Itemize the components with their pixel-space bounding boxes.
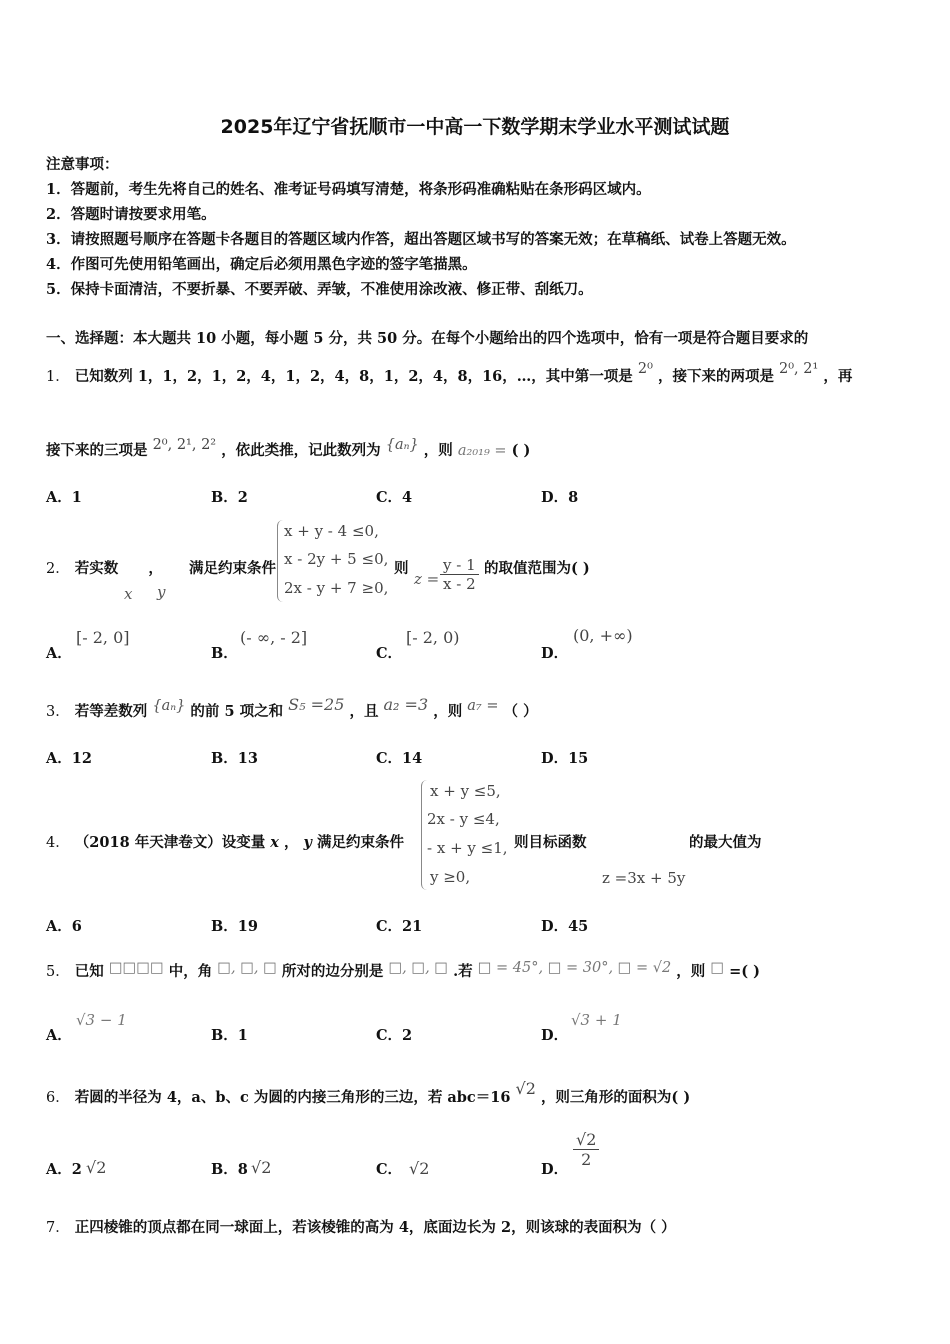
section-heading: 一、选择题：本大题共 10 小题，每小题 5 分，共 50 分。在每个小题给出的四个选项中，恰有一项是符合题目要求的 [46, 330, 809, 347]
notice-item: 1．答题前，考生先将自己的姓名、准考证号码填写清楚，将条形码准确粘贴在条形码区域内。 [46, 181, 651, 198]
question-text: 中，角 [168, 963, 213, 980]
option-b: B．19 [211, 918, 258, 935]
option-d-math: (0, +∞) [573, 626, 633, 645]
question-text: ，则 [676, 963, 706, 980]
option-c-math: √2 [409, 1159, 430, 1178]
question-number: 7． [46, 1220, 70, 1236]
question-text: ，则 [433, 703, 463, 720]
question-text: ，依此类推，记此数列为 [221, 442, 381, 459]
fraction-denominator: 2 [581, 1150, 592, 1169]
option-b: B．13 [211, 750, 258, 767]
option-a: A． [46, 1027, 72, 1044]
option-c: C． [376, 1161, 403, 1178]
question-text: 的最大值为 [689, 834, 762, 851]
question-1-line-1 [46, 361, 853, 386]
constraint-1: x + y - 4 ≤0, [284, 522, 379, 540]
option-d-math: √3 + 1 [571, 1011, 622, 1029]
option-b-math: √2 [251, 1158, 272, 1177]
math-expression: □ = 45°, □ = 30°, □ = √2 [477, 960, 672, 976]
question-text: 所对的边分别是 [281, 963, 384, 980]
question-text: 若实数 [74, 560, 119, 577]
question-text: =( ) [729, 963, 761, 980]
notice-heading: 注意事项： [46, 156, 119, 173]
question-text: （ ） [503, 703, 538, 720]
fraction [440, 556, 479, 593]
notice-item: 3．请按照题号顺序在答题卡各题目的答题区域内作答，超出答题区域书写的答案无效；在草稿纸、试卷上答题无效。 [46, 231, 796, 248]
question-number: 4． [46, 835, 70, 851]
math-expression: a₂₀₁₉ = [457, 443, 507, 459]
question-number: 2． [46, 561, 70, 577]
question-text: 若等差数列 [74, 703, 148, 720]
option-a: A． [46, 645, 72, 662]
option-b: B． [211, 645, 238, 662]
question-text: 的前 5 项之和 [190, 703, 284, 720]
option-a-math: √3 − 1 [76, 1011, 127, 1029]
option-c: C．4 [376, 489, 413, 506]
constraint-2: x - 2y + 5 ≤0, [284, 550, 389, 568]
fraction-denominator: x - 2 [443, 575, 476, 593]
question-text: ，且 [349, 703, 379, 720]
page-title: 2025年辽宁省抚顺市一中高一下数学期末学业水平测试试题 [220, 116, 730, 138]
question-1-line-2 [46, 439, 530, 460]
question-text: ，则三角形的面积为( ) [540, 1089, 691, 1106]
option-b-math: (- ∞, - 2] [240, 628, 308, 647]
option-a-math: √2 [86, 1158, 107, 1177]
constraint-3: - x + y ≤1, [427, 839, 508, 857]
question-text: 则目标函数 [514, 834, 587, 851]
question-6-line [46, 1079, 691, 1107]
question-text: ，再 [823, 368, 853, 385]
math-expression: 2⁰, 2¹, 2² [152, 437, 217, 453]
constraint-brace [277, 520, 284, 602]
question-7-line [46, 1216, 676, 1237]
missing-glyph: □, □, □ [217, 960, 277, 976]
missing-glyph: □, □, □ [388, 960, 449, 976]
option-c: C．14 [376, 750, 423, 767]
question-5-line [46, 960, 760, 981]
option-a: A．2 [46, 1161, 82, 1178]
math-expression: √2 [515, 1079, 536, 1098]
question-2-line [46, 557, 276, 578]
option-a: A．1 [46, 489, 82, 506]
option-d-fraction [573, 1130, 599, 1169]
constraint-1: x + y ≤5, [430, 782, 501, 800]
question-number: 3． [46, 704, 70, 720]
question-text: 正四棱锥的顶点都在同一球面上，若该棱锥的高为 4，底面边长为 2，则该球的表面积为（ ） [74, 1219, 676, 1236]
option-a-math: [- 2, 0] [76, 628, 130, 647]
option-d: D． [541, 1161, 569, 1178]
constraint-3: 2x - y + 7 ≥0, [284, 579, 389, 597]
option-d: D．45 [541, 918, 589, 935]
option-a: A．6 [46, 918, 82, 935]
question-text: 接下来的三项是 [46, 442, 148, 459]
constraint-brace [421, 780, 428, 890]
fraction-numerator: y - 1 [440, 556, 479, 575]
notice-item: 5．保持卡面清洁，不要折暴、不要弄破、弄皱，不准使用涂改液、修正带、刮纸刀。 [46, 281, 593, 298]
option-b: B．1 [211, 1027, 248, 1044]
math-expression: S₅ =25 [288, 695, 345, 714]
missing-glyph: □□□□ [108, 960, 164, 976]
question-number: 1． [46, 369, 70, 385]
question-text: 已知 [74, 963, 104, 980]
question-text: 若圆的半径为 4，a、b、c 为圆的内接三角形的三边，若 abc＝16 [74, 1089, 511, 1106]
question-text: 满足约束条件 [317, 834, 405, 851]
question-number: 6． [46, 1090, 70, 1106]
question-text: .若 [453, 963, 473, 980]
question-3-line [46, 695, 538, 721]
math-expression: a₂ =3 [383, 695, 429, 714]
option-c-math: [- 2, 0) [406, 628, 460, 647]
notice-item: 4．作图可先使用铅笔画出，确定后必须用黑色字迹的签字笔描黑。 [46, 256, 477, 273]
question-text: 则 [394, 560, 409, 577]
question-number: 5． [46, 964, 70, 980]
variable-y: y [303, 834, 312, 851]
question-text: 满足约束条件 [189, 560, 277, 577]
question-text: ，则 [423, 442, 453, 459]
option-b: B．2 [211, 489, 248, 506]
math-expression: {aₙ} [152, 698, 186, 714]
variable-x: x [124, 585, 133, 603]
notice-item: 2．答题时请按要求用笔。 [46, 206, 216, 223]
option-d: D． [541, 645, 569, 662]
objective-function: z =3x + 5y [602, 869, 686, 887]
option-d: D．15 [541, 750, 589, 767]
option-d: D．8 [541, 489, 579, 506]
missing-glyph: □ [710, 960, 725, 976]
option-c: C．2 [376, 1027, 413, 1044]
question-text: ( ) [511, 442, 531, 459]
math-expression: {aₙ} [385, 437, 419, 453]
option-d: D． [541, 1027, 569, 1044]
math-expression: 2⁰, 2¹ [779, 361, 819, 377]
math-expression: 2⁰ [637, 361, 653, 377]
fraction-numerator: √2 [573, 1130, 599, 1150]
option-c: C．21 [376, 918, 423, 935]
question-text: （2018 年天津卷文）设变量 [74, 834, 266, 851]
variable-x: x [270, 834, 279, 851]
z-label: z = [414, 570, 440, 588]
math-expression: a₇ = [467, 698, 499, 714]
question-4-line [46, 831, 404, 852]
question-text: ， [283, 834, 299, 851]
constraint-4: y ≥0, [430, 868, 471, 886]
question-text: ， [148, 560, 163, 577]
question-text: ，接下来的两项是 [657, 368, 774, 385]
option-b: B．8 [211, 1161, 248, 1178]
question-text: 已知数列 1，1，2，1，2，4，1，2，4，8，1，2，4，8，16，…，其中第一项是 [74, 368, 633, 385]
constraint-2: 2x - y ≤4, [427, 810, 500, 828]
question-text: 的取值范围为( ) [484, 560, 590, 577]
option-c: C． [376, 645, 403, 662]
option-a: A．12 [46, 750, 92, 767]
variable-y: y [157, 583, 166, 601]
